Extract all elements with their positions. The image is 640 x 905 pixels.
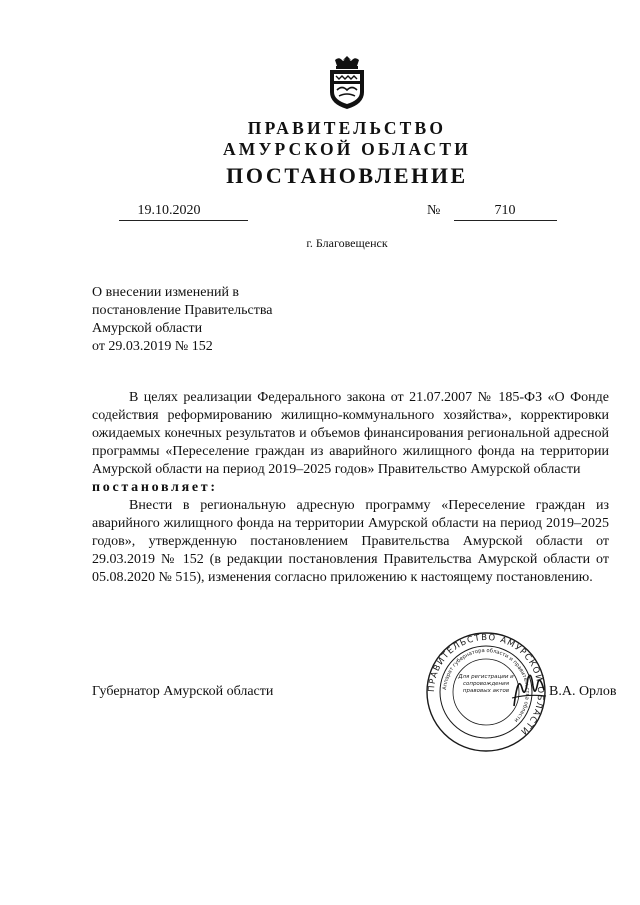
preamble-paragraph: В целях реализации Федерального закона от 21.07.2007 № 185-ФЗ «О Фонде содействия реформированию жилищно-коммунального хозяйства», корректировки ожидаемых конечных результатов и объемов финансирования региональной адресной программы «Переселение граждан из аварийного жилищного фонда на территории Амурской области на период 2019–2025 годов» Правительство Амурской области bbox=[92, 390, 609, 477]
date-underline bbox=[119, 220, 248, 221]
decree-subject bbox=[92, 284, 332, 356]
subject-line: от 29.03.2019 № 152 bbox=[92, 339, 213, 354]
subject-line: Амурской области bbox=[92, 321, 203, 336]
city-of-issue: г. Благовещенск bbox=[306, 236, 388, 250]
government-name-line1: ПРАВИТЕЛЬСТВО bbox=[247, 118, 447, 138]
signatory-name: В.А. Орлов bbox=[549, 684, 617, 699]
coat-of-arms-emblem bbox=[325, 54, 369, 110]
document-type-title: ПОСТАНОВЛЕНИЕ bbox=[226, 163, 468, 188]
stamp-outer-text: ПРАВИТЕЛЬСТВО АМУРСКОЙ ОБЛАСТИ bbox=[426, 632, 546, 737]
stamp-center-text: Для регистрации и сопровождения правовых актов bbox=[458, 674, 514, 694]
subject-line: постановление Правительства bbox=[92, 303, 273, 318]
number-underline bbox=[454, 220, 557, 221]
decree-date-field bbox=[119, 203, 247, 219]
signatory-position: Губернатор Амурской области bbox=[92, 684, 274, 699]
handwritten-signature bbox=[508, 668, 548, 712]
operative-paragraph: Внести в региональную адресную программу «Переселение граждан из аварийного жилищного фонда на территории Амурской области на период 2019–2025 годов», утвержденную постановлением Правительства Амурской области от 29.03.2019 № 152 (в редакции постановления Правительства Амурской области от 05.08.2020 № 515), изменения согласно приложению к настоящему постановлению. bbox=[92, 498, 609, 585]
decree-body bbox=[92, 389, 609, 587]
subject-line: О внесении изменений в bbox=[92, 285, 240, 300]
government-name-line2: АМУРСКОЙ ОБЛАСТИ bbox=[222, 139, 472, 159]
number-sign: № bbox=[427, 203, 441, 218]
decree-number: 710 bbox=[494, 203, 516, 218]
resolves-keyword: постановляет: bbox=[92, 480, 218, 495]
decree-date: 19.10.2020 bbox=[137, 203, 201, 218]
stamp-middle-text: Аппарат губернатора области и правительства области bbox=[442, 647, 531, 724]
